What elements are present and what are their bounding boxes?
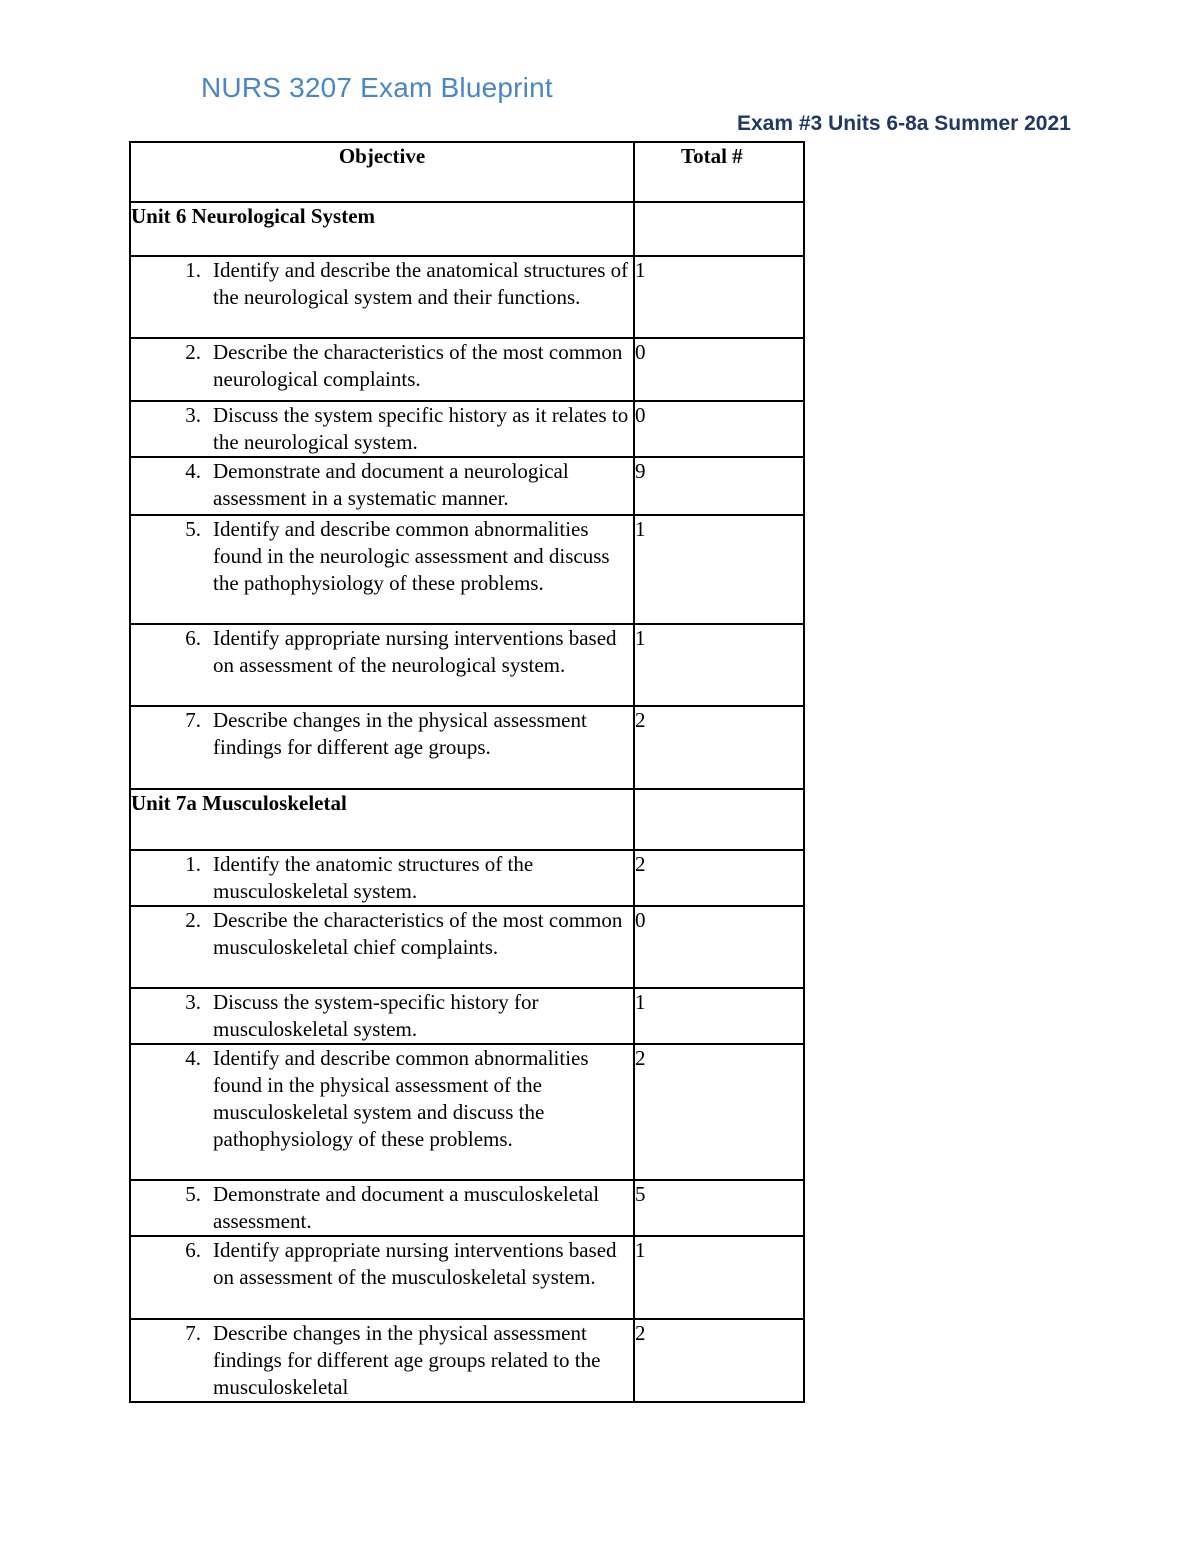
table-row <box>130 401 804 457</box>
table-row <box>130 906 804 988</box>
table-row <box>130 1319 804 1402</box>
objective-text: Demonstrate and document a neurological assessment in a systematic manner. <box>213 459 569 510</box>
objective-text: Discuss the system-specific history for musculoskeletal system. <box>213 990 539 1041</box>
objective-number: 3. <box>185 403 201 427</box>
objective-total: 5 <box>634 1180 804 1236</box>
objective-number: 6. <box>185 1238 201 1262</box>
objective-text: Identify appropriate nursing interventions based on assessment of the neurological system. <box>213 626 617 677</box>
document-title: NURS 3207 Exam Blueprint <box>201 72 553 103</box>
objective-number: 4. <box>185 459 201 483</box>
objective-total: 0 <box>634 906 804 988</box>
objective-number: 1. <box>185 852 201 876</box>
objective-text: Identify and describe the anatomical structures of the neurological system and their functions. <box>213 258 629 309</box>
objective-text: Identify the anatomic structures of the musculoskeletal system. <box>213 852 534 903</box>
document-subtitle: Exam #3 Units 6-8a Summer 2021 <box>737 112 1071 135</box>
blueprint-table <box>129 141 805 1403</box>
table-row <box>130 706 804 789</box>
objective-total: 1 <box>634 624 804 706</box>
table-row <box>130 850 804 906</box>
objective-total: 1 <box>634 1236 804 1319</box>
objective-text: Demonstrate and document a musculoskeletal assessment. <box>213 1182 600 1233</box>
column-header-total: Total # <box>634 142 804 202</box>
objective-number: 1. <box>185 258 201 282</box>
objective-number: 2. <box>185 908 201 932</box>
objective-total: 0 <box>634 401 804 457</box>
unit-title: Unit 6 Neurological System <box>130 202 634 256</box>
objective-number: 5. <box>185 1182 201 1206</box>
table-row <box>130 1236 804 1319</box>
objective-total: 1 <box>634 988 804 1044</box>
objective-text: Identify and describe common abnormalities found in the neurologic assessment and discuss the pathophysiology of these problems. <box>213 517 610 595</box>
table-row <box>130 256 804 338</box>
unit-total-empty <box>634 202 804 256</box>
objective-total: 9 <box>634 457 804 515</box>
objective-total: 2 <box>634 1044 804 1180</box>
table-row <box>130 624 804 706</box>
unit-title: Unit 7a Musculoskeletal <box>130 789 634 850</box>
objective-text: Discuss the system specific history as it relates to the neurological system. <box>213 403 629 454</box>
objective-text: Describe the characteristics of the most common neurological complaints. <box>213 340 623 391</box>
table-row <box>130 457 804 515</box>
objective-total: 1 <box>634 515 804 624</box>
objective-number: 4. <box>185 1046 201 1070</box>
objective-number: 7. <box>185 1321 201 1345</box>
objective-total: 2 <box>634 850 804 906</box>
objective-total: 2 <box>634 706 804 789</box>
objective-number: 2. <box>185 340 201 364</box>
table-row <box>130 338 804 401</box>
objective-number: 3. <box>185 990 201 1014</box>
objective-text: Describe the characteristics of the most common musculoskeletal chief complaints. <box>213 908 623 959</box>
table-row <box>130 988 804 1044</box>
table-row <box>130 515 804 624</box>
objective-text: Identify and describe common abnormalities found in the physical assessment of the musculoskeletal system and discuss the pathophysiology of these problems. <box>213 1046 589 1151</box>
unit-header-row <box>130 202 804 256</box>
objective-text: Describe changes in the physical assessment findings for different age groups related to the musculoskeletal <box>213 1321 601 1399</box>
objective-total: 0 <box>634 338 804 401</box>
table-header-row <box>130 142 804 202</box>
unit-header-row <box>130 789 804 850</box>
objective-number: 7. <box>185 708 201 732</box>
table-row <box>130 1044 804 1180</box>
unit-total-empty <box>634 789 804 850</box>
objective-text: Identify appropriate nursing interventions based on assessment of the musculoskeletal system. <box>213 1238 617 1289</box>
objective-number: 6. <box>185 626 201 650</box>
objective-total: 2 <box>634 1319 804 1402</box>
objective-number: 5. <box>185 517 201 541</box>
table-row <box>130 1180 804 1236</box>
column-header-objective: Objective <box>130 142 634 202</box>
objective-text: Describe changes in the physical assessment findings for different age groups. <box>213 708 587 759</box>
objective-total: 1 <box>634 256 804 338</box>
